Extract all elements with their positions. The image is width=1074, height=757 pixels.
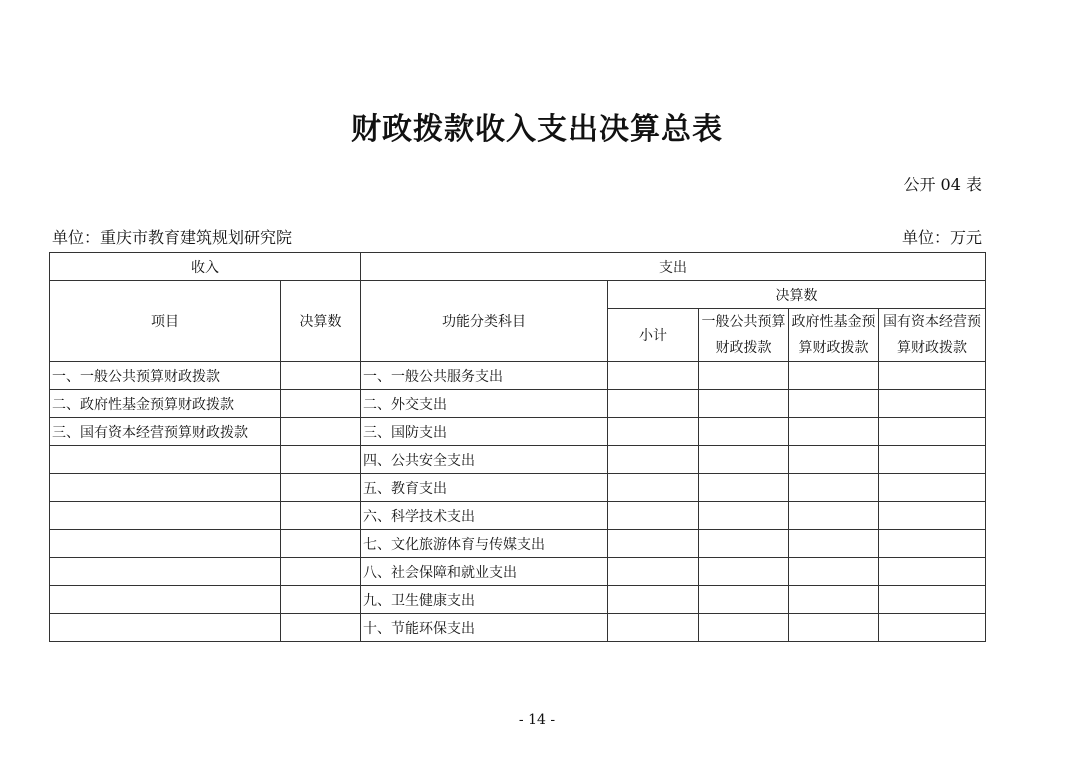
state-capital-cell [879,586,986,614]
expense-item: 一、一般公共服务支出 [361,362,608,390]
table-code: 公开 04 表 [903,175,982,194]
income-item [50,530,281,558]
subtotal-cell [608,502,699,530]
unit-organization: 单位：重庆市教育建筑规划研究院 [52,228,293,247]
general-budget-cell [699,446,789,474]
gov-fund-cell [789,418,879,446]
expense-item: 三、国防支出 [361,418,608,446]
subtotal-cell [608,558,699,586]
general-budget-cell [699,418,789,446]
income-item: 二、政府性基金预算财政拨款 [50,390,281,418]
general-budget-cell [699,390,789,418]
header-final-amount-group: 决算数 [608,281,986,309]
header-final-amount: 决算数 [281,281,361,362]
gov-fund-cell [789,390,879,418]
header-item: 项目 [50,281,281,362]
expense-item: 五、教育支出 [361,474,608,502]
expense-item: 七、文化旅游体育与传媒支出 [361,530,608,558]
state-capital-cell [879,446,986,474]
expense-item: 八、社会保障和就业支出 [361,558,608,586]
expense-item: 二、外交支出 [361,390,608,418]
budget-table [49,252,986,642]
general-budget-cell [699,474,789,502]
table-row [50,474,986,502]
subtotal-cell [608,362,699,390]
table-row [50,530,986,558]
general-budget-cell [699,530,789,558]
general-budget-cell [699,586,789,614]
income-amount [281,362,361,390]
header-income: 收入 [50,253,361,281]
income-item [50,502,281,530]
table-row [50,614,986,642]
income-item: 三、国有资本经营预算财政拨款 [50,418,281,446]
subtotal-cell [608,614,699,642]
income-amount [281,530,361,558]
gov-fund-cell [789,446,879,474]
income-amount [281,446,361,474]
subtotal-cell [608,390,699,418]
state-capital-cell [879,558,986,586]
income-amount [281,558,361,586]
income-amount [281,474,361,502]
subtotal-cell [608,446,699,474]
income-amount [281,390,361,418]
state-capital-cell [879,390,986,418]
table-row [50,558,986,586]
general-budget-cell [699,502,789,530]
table-row [50,446,986,474]
gov-fund-cell [789,558,879,586]
gov-fund-cell [789,502,879,530]
state-capital-cell [879,362,986,390]
subtotal-cell [608,586,699,614]
gov-fund-cell [789,586,879,614]
income-amount [281,502,361,530]
expense-item: 四、公共安全支出 [361,446,608,474]
general-budget-cell [699,558,789,586]
header-function-category: 功能分类科目 [361,281,608,362]
table-row [50,586,986,614]
table-row [50,418,986,446]
income-amount [281,586,361,614]
income-amount [281,418,361,446]
income-item [50,446,281,474]
header-gov-fund: 政府性基金预算财政拨款 [789,309,879,362]
state-capital-cell [879,614,986,642]
income-item: 一、一般公共预算财政拨款 [50,362,281,390]
gov-fund-cell [789,530,879,558]
income-item [50,614,281,642]
table-row [50,390,986,418]
table-row [50,502,986,530]
header-subtotal: 小计 [608,309,699,362]
subtotal-cell [608,530,699,558]
state-capital-cell [879,530,986,558]
page-title: 财政拨款收入支出决算总表 [351,112,723,147]
state-capital-cell [879,418,986,446]
state-capital-cell [879,474,986,502]
general-budget-cell [699,362,789,390]
subtotal-cell [608,474,699,502]
expense-item: 九、卫生健康支出 [361,586,608,614]
page-number: - 14 - [518,712,556,728]
income-amount [281,614,361,642]
header-state-capital: 国有资本经营预算财政拨款 [879,309,986,362]
income-item [50,586,281,614]
subtotal-cell [608,418,699,446]
header-expense: 支出 [361,253,986,281]
gov-fund-cell [789,614,879,642]
general-budget-cell [699,614,789,642]
gov-fund-cell [789,362,879,390]
gov-fund-cell [789,474,879,502]
state-capital-cell [879,502,986,530]
table-row [50,362,986,390]
income-item [50,474,281,502]
header-general-budget: 一般公共预算财政拨款 [699,309,789,362]
income-item [50,558,281,586]
expense-item: 六、科学技术支出 [361,502,608,530]
expense-item: 十、节能环保支出 [361,614,608,642]
unit-currency: 单位：万元 [901,228,982,247]
